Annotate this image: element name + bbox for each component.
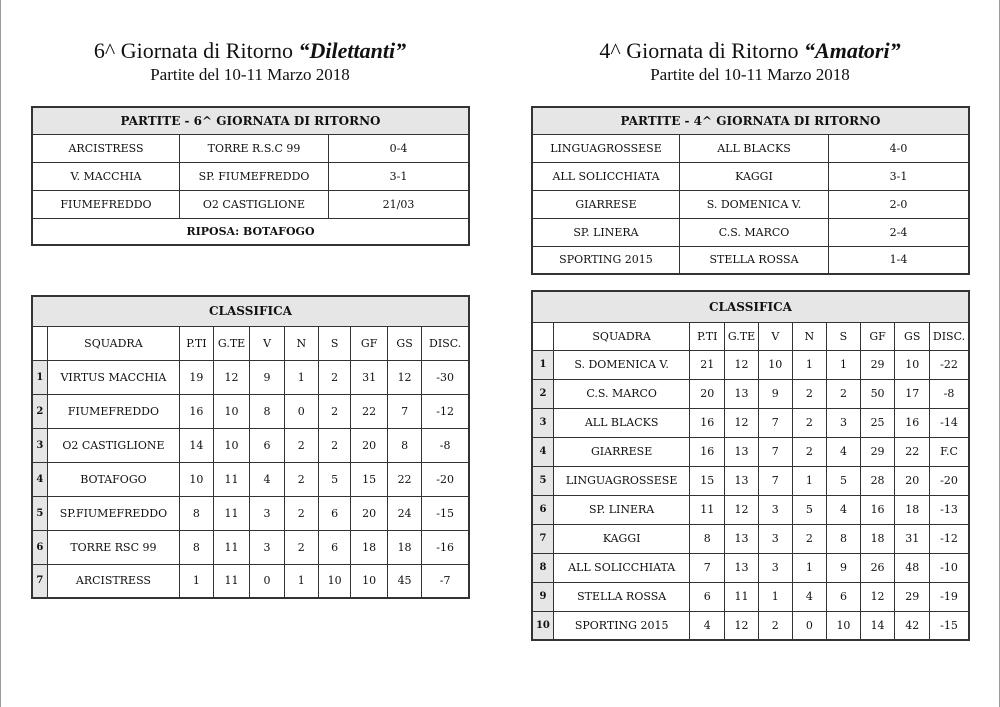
standings-v: 10	[758, 350, 792, 379]
standings-s: 4	[827, 495, 861, 524]
standings-v: 0	[250, 564, 284, 598]
match-result: 0-4	[329, 134, 470, 162]
standings-column-header-row	[532, 322, 969, 350]
standings-s: 3	[827, 408, 861, 437]
standings-gs: 24	[387, 496, 421, 530]
standings-s: 9	[827, 553, 861, 582]
standings-n: 2	[792, 524, 827, 553]
standings-n: 2	[792, 379, 827, 408]
standings-gf: 26	[860, 553, 895, 582]
standings-gs: 8	[387, 428, 421, 462]
match-row	[532, 134, 969, 162]
standings-disc: -22	[930, 350, 969, 379]
standings-disc: -13	[930, 495, 969, 524]
column-header-v: V	[250, 326, 284, 360]
right-subtitle: Partite del 10-11 Marzo 2018	[650, 65, 850, 84]
standings-disc: -12	[930, 524, 969, 553]
left-title-prefix: 6^ Giornata di Ritorno	[93, 38, 299, 63]
standings-position: 2	[532, 379, 553, 408]
match-result: 1-4	[829, 246, 970, 274]
match-home-team: LINGUAGROSSESE	[532, 134, 680, 162]
standings-p-ti: 11	[690, 495, 725, 524]
standings-n: 5	[792, 495, 827, 524]
match-result: 2-4	[829, 218, 970, 246]
standings-v: 3	[758, 495, 792, 524]
standings-gs: 12	[387, 360, 421, 394]
left-standings-table	[31, 295, 470, 599]
standings-gf: 28	[860, 466, 895, 495]
match-away-team: SP. FIUMEFREDDO	[180, 162, 329, 190]
standings-g-te: 11	[213, 462, 250, 496]
standings-gs: 48	[895, 553, 930, 582]
standings-v: 7	[758, 408, 792, 437]
standings-p-ti: 16	[690, 408, 725, 437]
standings-position: 7	[532, 524, 553, 553]
standings-team: ALL BLACKS	[553, 408, 690, 437]
standings-g-te: 13	[725, 437, 759, 466]
right-standings-header: CLASSIFICA	[532, 291, 969, 322]
standings-row	[32, 360, 469, 394]
standings-v: 4	[250, 462, 284, 496]
standings-gf: 14	[860, 611, 895, 640]
standings-row	[532, 466, 969, 495]
standings-row	[32, 462, 469, 496]
standings-s: 6	[318, 496, 350, 530]
standings-n: 1	[792, 350, 827, 379]
standings-team: KAGGI	[553, 524, 690, 553]
standings-p-ti: 19	[180, 360, 214, 394]
standings-p-ti: 8	[690, 524, 725, 553]
standings-s: 6	[318, 530, 350, 564]
right-matches-table	[531, 106, 970, 275]
position-column-header	[532, 322, 553, 350]
standings-row	[532, 553, 969, 582]
standings-gf: 29	[860, 437, 895, 466]
standings-gf: 20	[351, 496, 387, 530]
standings-v: 3	[250, 530, 284, 564]
standings-position: 10	[532, 611, 553, 640]
standings-team: SP.FIUMEFREDDO	[47, 496, 179, 530]
standings-n: 2	[284, 530, 318, 564]
standings-g-te: 13	[725, 553, 759, 582]
standings-p-ti: 16	[690, 437, 725, 466]
match-away-team: S. DOMENICA V.	[680, 190, 829, 218]
standings-s: 5	[318, 462, 350, 496]
standings-n: 2	[792, 437, 827, 466]
column-header-s: S	[827, 322, 861, 350]
column-header-n: N	[284, 326, 318, 360]
standings-position: 6	[32, 530, 47, 564]
standings-p-ti: 7	[690, 553, 725, 582]
standings-v: 7	[758, 437, 792, 466]
standings-p-ti: 6	[690, 582, 725, 611]
match-home-team: SPORTING 2015	[532, 246, 680, 274]
match-home-team: ALL SOLICCHIATA	[532, 162, 680, 190]
standings-disc: -10	[930, 553, 969, 582]
left-subtitle: Partite del 10-11 Marzo 2018	[150, 65, 350, 84]
match-result: 21/03	[329, 190, 470, 218]
standings-s: 2	[318, 394, 350, 428]
match-home-team: GIARRESE	[532, 190, 680, 218]
match-result: 3-1	[829, 162, 970, 190]
standings-p-ti: 10	[180, 462, 214, 496]
left-matches-table	[31, 106, 470, 246]
standings-n: 1	[792, 466, 827, 495]
standings-position: 1	[32, 360, 47, 394]
standings-disc: -30	[422, 360, 469, 394]
standings-position: 5	[532, 466, 553, 495]
standings-s: 4	[827, 437, 861, 466]
standings-disc: -12	[422, 394, 469, 428]
column-header-squadra: SQUADRA	[47, 326, 179, 360]
standings-row	[532, 437, 969, 466]
standings-s: 10	[318, 564, 350, 598]
standings-team: BOTAFOGO	[47, 462, 179, 496]
standings-p-ti: 20	[690, 379, 725, 408]
match-away-team: O2 CASTIGLIONE	[180, 190, 329, 218]
column-header-squadra: SQUADRA	[553, 322, 690, 350]
standings-g-te: 11	[213, 496, 250, 530]
standings-row	[32, 394, 469, 428]
left-standings-header: CLASSIFICA	[32, 296, 469, 326]
standings-row	[532, 495, 969, 524]
standings-position: 7	[32, 564, 47, 598]
standings-v: 9	[250, 360, 284, 394]
standings-position: 9	[532, 582, 553, 611]
standings-n: 0	[284, 394, 318, 428]
standings-position: 4	[532, 437, 553, 466]
standings-g-te: 12	[725, 495, 759, 524]
standings-row	[32, 496, 469, 530]
column-header-g-te: G.TE	[213, 326, 250, 360]
standings-gs: 17	[895, 379, 930, 408]
standings-disc: -19	[930, 582, 969, 611]
standings-s: 8	[827, 524, 861, 553]
standings-gs: 22	[895, 437, 930, 466]
match-row	[32, 134, 469, 162]
standings-disc: -8	[930, 379, 969, 408]
left-title	[30, 38, 470, 64]
standings-position: 5	[32, 496, 47, 530]
standings-v: 7	[758, 466, 792, 495]
standings-disc: -7	[422, 564, 469, 598]
standings-gs: 10	[895, 350, 930, 379]
standings-n: 2	[284, 496, 318, 530]
standings-position: 1	[532, 350, 553, 379]
standings-team: LINGUAGROSSESE	[553, 466, 690, 495]
standings-gf: 10	[351, 564, 387, 598]
standings-row	[532, 582, 969, 611]
standings-team: ARCISTRESS	[47, 564, 179, 598]
standings-position: 2	[32, 394, 47, 428]
left-matches-header: PARTITE - 6^ GIORNATA DI RITORNO	[32, 107, 469, 134]
standings-g-te: 10	[213, 428, 250, 462]
standings-p-ti: 21	[690, 350, 725, 379]
match-home-team: ARCISTRESS	[32, 134, 180, 162]
standings-n: 1	[792, 553, 827, 582]
column-header-disc: DISC.	[422, 326, 469, 360]
standings-gf: 22	[351, 394, 387, 428]
standings-gs: 20	[895, 466, 930, 495]
standings-gf: 25	[860, 408, 895, 437]
standings-n: 4	[792, 582, 827, 611]
standings-s: 2	[318, 360, 350, 394]
standings-team: VIRTUS MACCHIA	[47, 360, 179, 394]
match-away-team: ALL BLACKS	[680, 134, 829, 162]
standings-gf: 20	[351, 428, 387, 462]
standings-g-te: 11	[725, 582, 759, 611]
standings-s: 1	[827, 350, 861, 379]
match-row	[532, 190, 969, 218]
standings-gs: 18	[895, 495, 930, 524]
standings-disc: -20	[930, 466, 969, 495]
standings-team: ALL SOLICCHIATA	[553, 553, 690, 582]
column-header-gs: GS	[895, 322, 930, 350]
match-away-team: KAGGI	[680, 162, 829, 190]
match-away-team: C.S. MARCO	[680, 218, 829, 246]
standings-g-te: 13	[725, 466, 759, 495]
standings-v: 3	[758, 553, 792, 582]
match-away-team: TORRE R.S.C 99	[180, 134, 329, 162]
standings-v: 3	[250, 496, 284, 530]
standings-gf: 18	[860, 524, 895, 553]
standings-v: 9	[758, 379, 792, 408]
standings-g-te: 11	[213, 564, 250, 598]
right-title-prefix: 4^ Giornata di Ritorno	[599, 38, 805, 63]
standings-gs: 18	[387, 530, 421, 564]
match-result: 2-0	[829, 190, 970, 218]
standings-team: O2 CASTIGLIONE	[47, 428, 179, 462]
standings-disc: -16	[422, 530, 469, 564]
standings-row	[532, 408, 969, 437]
standings-n: 2	[284, 462, 318, 496]
match-result: 3-1	[329, 162, 470, 190]
standings-gf: 29	[860, 350, 895, 379]
standings-row	[32, 530, 469, 564]
standings-s: 5	[827, 466, 861, 495]
standings-team: SP. LINERA	[553, 495, 690, 524]
standings-gf: 16	[860, 495, 895, 524]
standings-gf: 50	[860, 379, 895, 408]
standings-g-te: 13	[725, 379, 759, 408]
standings-team: TORRE RSC 99	[47, 530, 179, 564]
match-row	[532, 218, 969, 246]
standings-team: STELLA ROSSA	[553, 582, 690, 611]
standings-s: 6	[827, 582, 861, 611]
standings-n: 2	[792, 408, 827, 437]
standings-p-ti: 4	[690, 611, 725, 640]
standings-gs: 29	[895, 582, 930, 611]
standings-row	[532, 524, 969, 553]
standings-gs: 31	[895, 524, 930, 553]
standings-n: 2	[284, 428, 318, 462]
column-header-g-te: G.TE	[725, 322, 759, 350]
standings-position: 4	[32, 462, 47, 496]
standings-disc: -14	[930, 408, 969, 437]
standings-p-ti: 8	[180, 530, 214, 564]
standings-s: 2	[318, 428, 350, 462]
standings-disc: F.C	[930, 437, 969, 466]
standings-gf: 18	[351, 530, 387, 564]
standings-column-header-row	[32, 326, 469, 360]
standings-team: SPORTING 2015	[553, 611, 690, 640]
standings-v: 6	[250, 428, 284, 462]
column-header-n: N	[792, 322, 827, 350]
match-row	[32, 190, 469, 218]
standings-gf: 15	[351, 462, 387, 496]
standings-g-te: 11	[213, 530, 250, 564]
standings-gs: 22	[387, 462, 421, 496]
standings-disc: -20	[422, 462, 469, 496]
standings-disc: -15	[930, 611, 969, 640]
standings-s: 10	[827, 611, 861, 640]
standings-p-ti: 14	[180, 428, 214, 462]
left-title-category: “Dilettanti”	[298, 38, 407, 63]
standings-g-te: 12	[725, 408, 759, 437]
standings-team: S. DOMENICA V.	[553, 350, 690, 379]
standings-p-ti: 8	[180, 496, 214, 530]
standings-row	[532, 350, 969, 379]
standings-p-ti: 15	[690, 466, 725, 495]
match-row	[532, 162, 969, 190]
standings-disc: -8	[422, 428, 469, 462]
standings-v: 3	[758, 524, 792, 553]
right-title	[530, 38, 970, 64]
standings-row	[32, 428, 469, 462]
standings-p-ti: 16	[180, 394, 214, 428]
right-title-category: “Amatori”	[804, 38, 901, 63]
standings-team: C.S. MARCO	[553, 379, 690, 408]
standings-gs: 16	[895, 408, 930, 437]
standings-team: FIUMEFREDDO	[47, 394, 179, 428]
standings-gs: 7	[387, 394, 421, 428]
right-matches-header: PARTITE - 4^ GIORNATA DI RITORNO	[532, 107, 969, 134]
column-header-gs: GS	[387, 326, 421, 360]
standings-position: 3	[32, 428, 47, 462]
standings-g-te: 12	[725, 611, 759, 640]
standings-v: 1	[758, 582, 792, 611]
match-home-team: V. MACCHIA	[32, 162, 180, 190]
standings-gf: 31	[351, 360, 387, 394]
column-header-s: S	[318, 326, 350, 360]
standings-n: 1	[284, 360, 318, 394]
standings-n: 0	[792, 611, 827, 640]
column-header-gf: GF	[351, 326, 387, 360]
left-riposa: RIPOSA: BOTAFOGO	[32, 218, 469, 245]
standings-g-te: 12	[725, 350, 759, 379]
standings-n: 1	[284, 564, 318, 598]
standings-team: GIARRESE	[553, 437, 690, 466]
column-header-disc: DISC.	[930, 322, 969, 350]
position-column-header	[32, 326, 47, 360]
standings-gs: 42	[895, 611, 930, 640]
standings-position: 3	[532, 408, 553, 437]
right-standings-table	[531, 290, 970, 641]
standings-row	[532, 379, 969, 408]
standings-s: 2	[827, 379, 861, 408]
column-header-v: V	[758, 322, 792, 350]
column-header-p-ti: P.TI	[690, 322, 725, 350]
standings-position: 8	[532, 553, 553, 582]
match-home-team: FIUMEFREDDO	[32, 190, 180, 218]
match-home-team: SP. LINERA	[532, 218, 680, 246]
match-result: 4-0	[829, 134, 970, 162]
standings-row	[532, 611, 969, 640]
standings-gs: 45	[387, 564, 421, 598]
standings-position: 6	[532, 495, 553, 524]
standings-g-te: 13	[725, 524, 759, 553]
match-away-team: STELLA ROSSA	[680, 246, 829, 274]
standings-disc: -15	[422, 496, 469, 530]
match-row	[32, 162, 469, 190]
standings-v: 2	[758, 611, 792, 640]
standings-row	[32, 564, 469, 598]
column-header-p-ti: P.TI	[180, 326, 214, 360]
standings-g-te: 12	[213, 360, 250, 394]
column-header-gf: GF	[860, 322, 895, 350]
match-row	[532, 246, 969, 274]
page-border-left	[0, 0, 1, 707]
standings-g-te: 10	[213, 394, 250, 428]
standings-p-ti: 1	[180, 564, 214, 598]
standings-v: 8	[250, 394, 284, 428]
standings-gf: 12	[860, 582, 895, 611]
